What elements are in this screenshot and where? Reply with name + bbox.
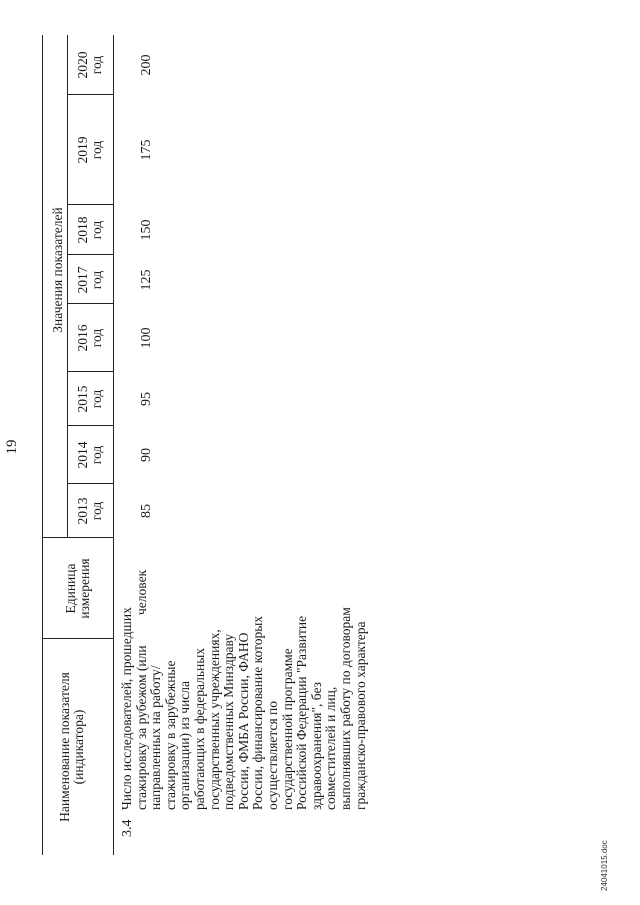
year-suffix: год bbox=[89, 270, 104, 290]
unit-value: человек bbox=[134, 569, 149, 615]
col-divider bbox=[67, 371, 114, 372]
year-suffix: год bbox=[89, 445, 104, 465]
year-number: 2017 bbox=[75, 266, 90, 294]
indicator-value: 90 bbox=[139, 448, 154, 462]
footer-doc-code: 24041015.doc bbox=[600, 840, 609, 891]
year-header bbox=[76, 126, 104, 174]
indicator-name: Число исследователей, прошедших стажировку за рубежом (или направленных на работу/стажировку в зарубежные организации) из числа работающих в федеральных государственных учреждениях, подведомственных Минздраву России, ФМБА России, ФАНО России, финансирование которых осуществляется по государственной программе Российской Федерации "Развитие здравоохранения", без совместителей и лиц, выполнявших работу по договорам гражданско-правового характера bbox=[119, 607, 368, 810]
year-suffix: год bbox=[89, 389, 104, 409]
year-header bbox=[76, 206, 104, 254]
indicator-value: 95 bbox=[139, 392, 154, 406]
year-number: 2018 bbox=[75, 216, 90, 244]
year-header bbox=[76, 487, 104, 535]
col-divider bbox=[42, 537, 114, 538]
col-divider bbox=[67, 254, 114, 255]
year-header bbox=[76, 314, 104, 362]
values-group-rule bbox=[67, 35, 68, 538]
year-number: 2015 bbox=[75, 385, 90, 413]
page-number: 19 bbox=[4, 439, 20, 455]
indicator-value: 200 bbox=[139, 54, 154, 76]
year-number: 2020 bbox=[75, 51, 90, 79]
indicator-value: 150 bbox=[139, 219, 154, 241]
year-number: 2014 bbox=[75, 441, 90, 469]
year-header bbox=[76, 375, 104, 423]
indicator-value: 125 bbox=[139, 269, 154, 291]
year-suffix: год bbox=[89, 55, 104, 75]
year-number: 2016 bbox=[75, 324, 90, 352]
year-header bbox=[76, 431, 104, 479]
col-divider bbox=[67, 94, 114, 95]
year-suffix: год bbox=[89, 501, 104, 521]
header-values-group: Значения показателей bbox=[50, 207, 65, 333]
indicator-value: 85 bbox=[139, 504, 154, 518]
year-header bbox=[76, 256, 104, 304]
header-name: Наименование показателя (индикатора) bbox=[57, 672, 86, 822]
col-divider bbox=[67, 204, 114, 205]
year-number: 2013 bbox=[75, 497, 90, 525]
table-top-rule bbox=[42, 35, 43, 855]
year-suffix: год bbox=[89, 220, 104, 240]
year-header bbox=[76, 41, 104, 89]
header-bottom-rule bbox=[113, 35, 114, 855]
col-divider bbox=[67, 425, 114, 426]
header-unit: Единица измерения bbox=[63, 558, 92, 619]
year-suffix: год bbox=[89, 328, 104, 348]
indicator-value: 100 bbox=[139, 327, 154, 349]
col-divider bbox=[67, 483, 114, 484]
col-divider bbox=[42, 638, 114, 639]
year-number: 2019 bbox=[75, 136, 90, 164]
row-number: 3.4 bbox=[120, 819, 135, 837]
indicator-value: 175 bbox=[139, 139, 154, 161]
year-suffix: год bbox=[89, 140, 104, 160]
